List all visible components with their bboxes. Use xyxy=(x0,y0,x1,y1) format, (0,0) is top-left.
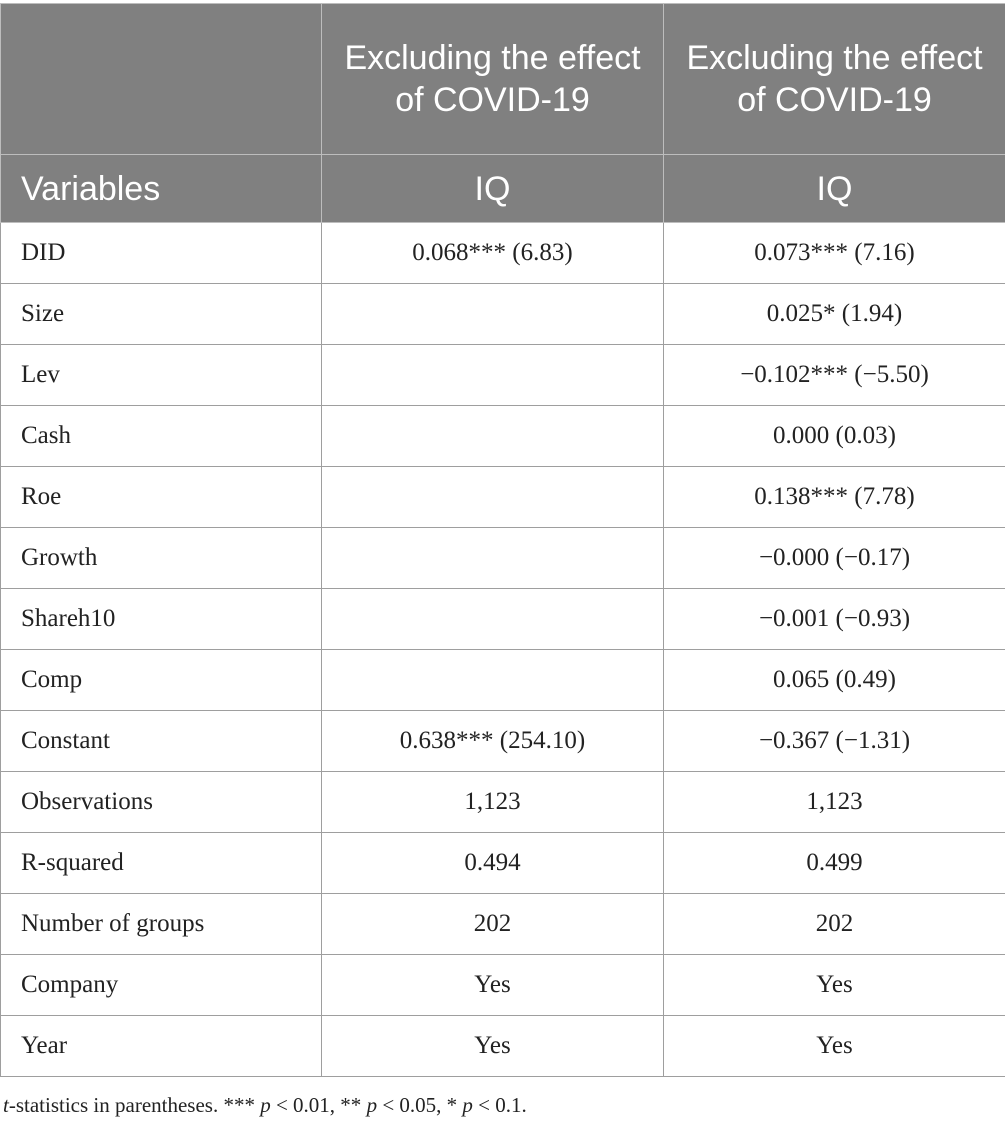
cell-model-2: Yes xyxy=(664,1016,1005,1077)
cell-model-1 xyxy=(322,650,664,711)
row-label: Observations xyxy=(1,772,322,833)
cell-model-2: −0.000 (−0.17) xyxy=(664,528,1005,589)
cell-model-2: 1,123 xyxy=(664,772,1005,833)
cell-model-2: −0.001 (−0.93) xyxy=(664,589,1005,650)
cell-model-1 xyxy=(322,284,664,345)
row-label: Cash xyxy=(1,406,322,467)
header-top-cell-model-2: Excluding the effect of COVID-19 xyxy=(664,4,1005,155)
table-row xyxy=(1,772,1005,833)
cell-model-2: 0.138*** (7.78) xyxy=(664,467,1005,528)
row-label: Year xyxy=(1,1016,322,1077)
cell-model-1: 1,123 xyxy=(322,772,664,833)
row-label: Lev xyxy=(1,345,322,406)
cell-model-1: Yes xyxy=(322,955,664,1016)
table-row xyxy=(1,589,1005,650)
cell-model-1: 0.068*** (6.83) xyxy=(322,223,664,284)
header-dependent-var-1: IQ xyxy=(322,155,664,223)
cell-model-2: 0.000 (0.03) xyxy=(664,406,1005,467)
cell-model-2: −0.367 (−1.31) xyxy=(664,711,1005,772)
table-footnote xyxy=(3,1093,527,1118)
cell-model-2: 0.073*** (7.16) xyxy=(664,223,1005,284)
cell-model-1: 0.638*** (254.10) xyxy=(322,711,664,772)
row-label: Constant xyxy=(1,711,322,772)
table-body xyxy=(1,223,1005,1077)
header-row-bottom xyxy=(1,155,1005,223)
cell-model-1: 0.494 xyxy=(322,833,664,894)
row-label: Roe xyxy=(1,467,322,528)
table-row xyxy=(1,284,1005,345)
footnote-p-italic-3: p xyxy=(462,1093,473,1117)
table-row xyxy=(1,1016,1005,1077)
table-row xyxy=(1,833,1005,894)
regression-table xyxy=(0,3,1005,1077)
row-label: Size xyxy=(1,284,322,345)
footnote-p-italic-1: p xyxy=(260,1093,271,1117)
header-dependent-var-2: IQ xyxy=(664,155,1005,223)
footnote-text-3: < 0.05, * xyxy=(377,1093,463,1117)
row-label: Company xyxy=(1,955,322,1016)
table-row xyxy=(1,223,1005,284)
row-label: Growth xyxy=(1,528,322,589)
cell-model-1 xyxy=(322,406,664,467)
header-variables: Variables xyxy=(1,155,322,223)
header-top-cell-empty xyxy=(1,4,322,155)
table-row xyxy=(1,345,1005,406)
row-label: Shareh10 xyxy=(1,589,322,650)
table-row xyxy=(1,955,1005,1016)
footnote-p-italic-2: p xyxy=(366,1093,378,1117)
row-label: Comp xyxy=(1,650,322,711)
header-top-cell-model-1: Excluding the effect of COVID-19 xyxy=(322,4,664,155)
footnote-text-4: < 0.1. xyxy=(472,1093,527,1117)
table-row xyxy=(1,406,1005,467)
cell-model-2: 202 xyxy=(664,894,1005,955)
table-header xyxy=(1,4,1005,223)
table-row xyxy=(1,467,1005,528)
footnote-text-1: -statistics in parentheses. *** xyxy=(8,1093,261,1117)
cell-model-1: Yes xyxy=(322,1016,664,1077)
row-label: DID xyxy=(1,223,322,284)
header-row-top xyxy=(1,4,1005,155)
cell-model-2: Yes xyxy=(664,955,1005,1016)
cell-model-1 xyxy=(322,528,664,589)
cell-model-1: 202 xyxy=(322,894,664,955)
table-row xyxy=(1,711,1005,772)
cell-model-2: 0.065 (0.49) xyxy=(664,650,1005,711)
cell-model-1 xyxy=(322,589,664,650)
row-label: Number of groups xyxy=(1,894,322,955)
cell-model-2: 0.499 xyxy=(664,833,1005,894)
footnote-text-2: < 0.01, ** xyxy=(270,1093,367,1117)
cell-model-1 xyxy=(322,345,664,406)
row-label: R-squared xyxy=(1,833,322,894)
table-row xyxy=(1,650,1005,711)
cell-model-1 xyxy=(322,467,664,528)
table-row xyxy=(1,528,1005,589)
cell-model-2: −0.102*** (−5.50) xyxy=(664,345,1005,406)
table-row xyxy=(1,894,1005,955)
cell-model-2: 0.025* (1.94) xyxy=(664,284,1005,345)
footnote-t-italic: t xyxy=(3,1093,9,1117)
